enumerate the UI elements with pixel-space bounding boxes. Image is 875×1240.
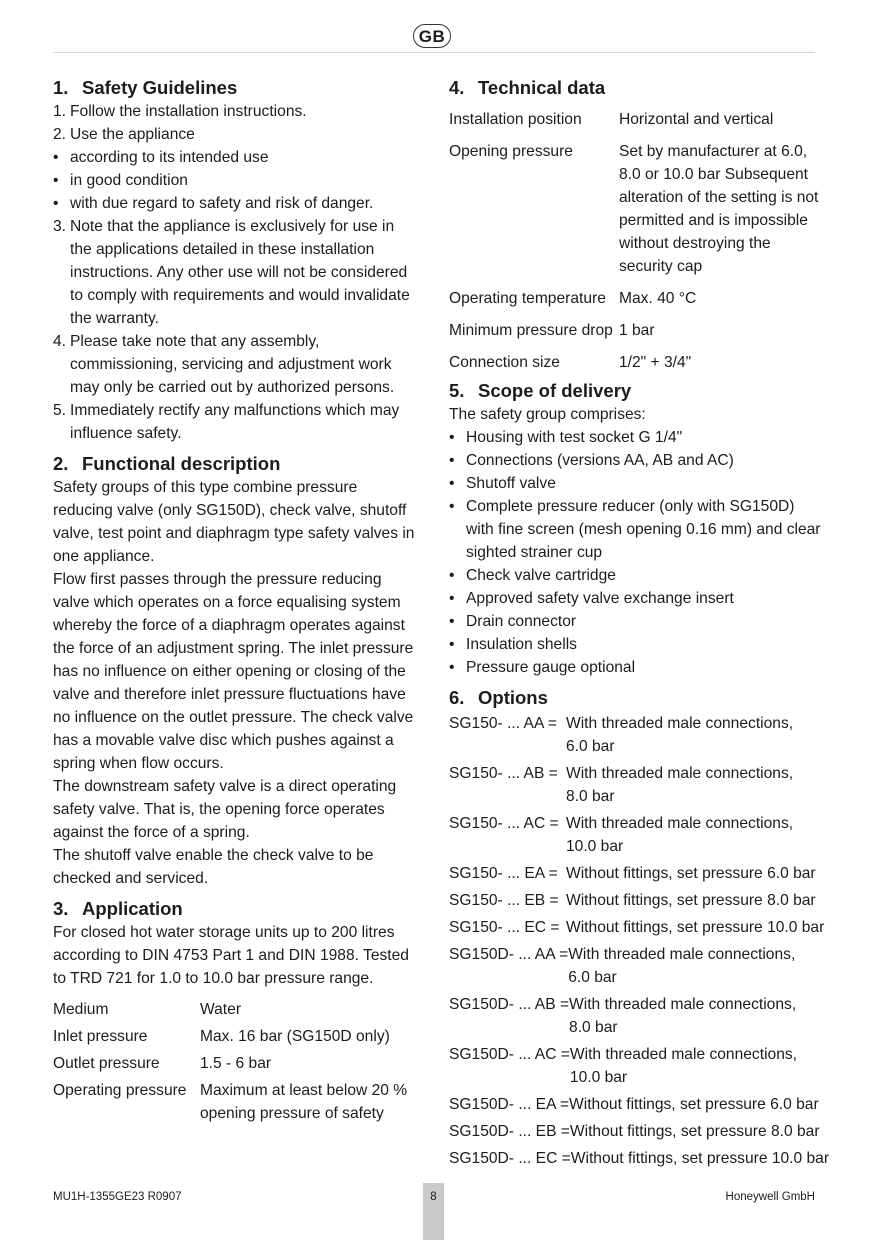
company-name: Honeywell GmbH bbox=[725, 1191, 815, 1203]
list-item: 5. Immediately rectify any malfunctions which may influence safety. bbox=[53, 402, 400, 442]
list-item: • in good condition bbox=[53, 172, 188, 189]
list-item: • Insulation shells bbox=[449, 636, 577, 653]
list-item: • Shutoff valve bbox=[449, 475, 556, 492]
table-row: SG150D- ... EB = Without fittings, set pressure 8.0 bar bbox=[449, 1123, 820, 1140]
list-item: • Pressure gauge optional bbox=[449, 659, 636, 676]
table-row: SG150- ... EC = Without fittings, set pressure 10.0 bar bbox=[449, 919, 825, 936]
list-item: • with due regard to safety and risk of danger. bbox=[53, 195, 374, 212]
list-item: 3. Note that the appliance is exclusively for use in the applications detailed in these installation instructions. Any other use will not be considered to comply with requirements and would invalidate the warranty. bbox=[53, 218, 410, 327]
table-row: SG150- ... EB = Without fittings, set pressure 8.0 bar bbox=[449, 892, 816, 909]
right-column bbox=[449, 76, 830, 1177]
table-row: SG150D- ... AB = With threaded male connections, 8.0 bar bbox=[449, 996, 797, 1036]
table-row: Operating pressure Maximum at least below 20 % opening pressure of safety bbox=[53, 1082, 408, 1122]
table-row: SG150D- ... EA = Without fittings, set pressure 6.0 bar bbox=[449, 1096, 819, 1113]
list-item: • Complete pressure reducer (only with SG150D) with fine screen (mesh opening 0.16 mm) and clear sighted strainer cup bbox=[449, 498, 821, 561]
list-item: • Approved safety valve exchange insert bbox=[449, 590, 734, 607]
section-safety-guidelines bbox=[53, 76, 419, 445]
list-item: • according to its intended use bbox=[53, 149, 269, 166]
list-item: • Housing with test socket G 1/4" bbox=[449, 429, 683, 446]
table-row: Operating temperature Max. 40 °C bbox=[449, 290, 697, 307]
delivery-list bbox=[449, 426, 821, 679]
section-heading: 2. Functional description bbox=[53, 453, 281, 474]
table-row: SG150D- ... AA = With threaded male connections, 6.0 bar bbox=[449, 946, 796, 986]
page-number-tab bbox=[423, 1183, 444, 1240]
options-table bbox=[449, 712, 830, 1170]
section-heading: 4. Technical data bbox=[449, 77, 606, 98]
table-row: SG150D- ... EC = Without fittings, set pressure 10.0 bar bbox=[449, 1150, 830, 1167]
country-badge: GB bbox=[413, 24, 451, 48]
table-row: SG150- ... AA = With threaded male connections, 6.0 bar bbox=[449, 715, 794, 755]
section-options bbox=[449, 686, 830, 1170]
table-row: SG150- ... AB = With threaded male connections, 8.0 bar bbox=[449, 765, 794, 805]
section-heading: 5. Scope of delivery bbox=[449, 380, 632, 401]
table-row: Inlet pressure Max. 16 bar (SG150D only) bbox=[53, 1028, 390, 1045]
page-number: 8 bbox=[430, 1191, 437, 1203]
section-heading: 1. Safety Guidelines bbox=[53, 77, 238, 98]
section-scope-of-delivery bbox=[449, 379, 821, 679]
table-row: Minimum pressure drop 1 bar bbox=[449, 322, 655, 339]
table-row: Medium Water bbox=[53, 1001, 242, 1018]
list-item: • Drain connector bbox=[449, 613, 577, 630]
technical-table bbox=[449, 108, 821, 374]
paragraph: The downstream safety valve is a direct operating safety valve. That is, the opening force operates against the force of a spring. bbox=[53, 778, 397, 841]
list-item: 2. Use the appliance bbox=[53, 126, 195, 143]
safety-list bbox=[53, 100, 419, 445]
section-heading: 3. Application bbox=[53, 898, 183, 919]
table-row: SG150- ... AC = With threaded male connections, 10.0 bar bbox=[449, 815, 794, 855]
section-functional-description bbox=[53, 452, 419, 890]
section-application bbox=[53, 897, 419, 1125]
list-item: 1. Follow the installation instructions. bbox=[53, 103, 307, 120]
paragraph: Flow first passes through the pressure reducing valve which operates on a force equalising system whereby the force of a diaphragm operates against the force of an adjustment spring. The inlet pressure has no influence on either opening or closing of the valve and therefore inlet pressure fluctuations have no influence on the outlet pressure. The check valve has a movable valve disc which pushes against a spring when flow occurs. bbox=[53, 571, 414, 772]
left-column bbox=[53, 76, 419, 1132]
paragraph: The safety group comprises: bbox=[449, 406, 646, 423]
table-row: SG150D- ... AC = With threaded male connections, 10.0 bar bbox=[449, 1046, 798, 1086]
paragraph: For closed hot water storage units up to 200 litres according to DIN 4753 Part 1 and DIN 1988. Tested to TRD 721 for 1.0 to 10.0 bar pressure range. bbox=[53, 924, 409, 987]
paragraph: The shutoff valve enable the check valve to be checked and serviced. bbox=[53, 847, 374, 887]
document-code: MU1H-1355GE23 R0907 bbox=[53, 1191, 182, 1203]
table-row: SG150- ... EA = Without fittings, set pressure 6.0 bar bbox=[449, 865, 816, 882]
list-item: • Check valve cartridge bbox=[449, 567, 616, 584]
section-heading: 6. Options bbox=[449, 687, 548, 708]
table-row: Opening pressure Set by manufacturer at 6.0, 8.0 or 10.0 bar Subsequent alteration of the setting is not permitted and is impossible without destroying the security cap bbox=[449, 143, 819, 275]
paragraph: Safety groups of this type combine pressure reducing valve (only SG150D), check valve, shutoff valve, test point and diaphragm type safety valves in one appliance. bbox=[53, 479, 415, 565]
table-row: Outlet pressure 1.5 - 6 bar bbox=[53, 1055, 272, 1072]
header-rule bbox=[53, 52, 815, 53]
application-table bbox=[53, 998, 419, 1125]
section-technical-data bbox=[449, 76, 821, 374]
table-row: Installation position Horizontal and vertical bbox=[449, 111, 774, 128]
list-item: 4. Please take note that any assembly, commissioning, servicing and adjustment work may only be carried out by authorized persons. bbox=[53, 333, 395, 396]
table-row: Connection size 1/2" + 3/4" bbox=[449, 354, 692, 371]
list-item: • Connections (versions AA, AB and AC) bbox=[449, 452, 734, 469]
